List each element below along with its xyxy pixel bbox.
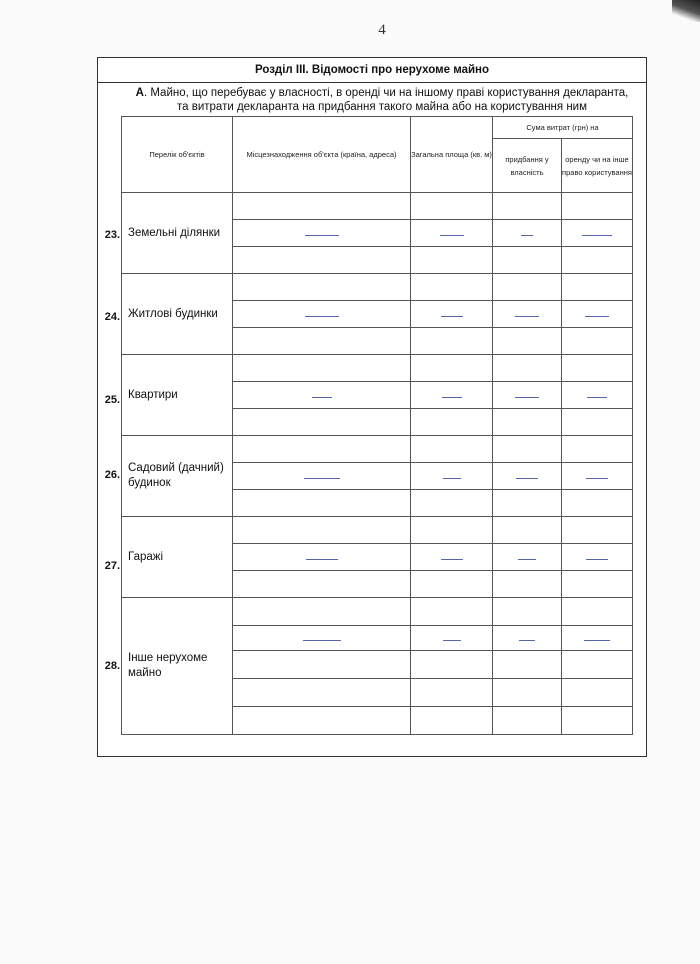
- cell-purchase: [493, 301, 562, 328]
- cell: [233, 571, 411, 598]
- cell-rent: [562, 626, 633, 651]
- cell: [493, 598, 562, 626]
- cell: [493, 571, 562, 598]
- cell: [233, 193, 411, 220]
- cell-purchase: [493, 382, 562, 409]
- cell: [562, 679, 633, 707]
- cell: [562, 247, 633, 274]
- cell: [233, 490, 411, 517]
- cell: [411, 328, 493, 355]
- cell-purchase: [493, 463, 562, 490]
- object-garages: Гаражі: [122, 517, 233, 598]
- row-number-23: 23.: [104, 229, 120, 241]
- header-area: Загальна площа (кв. м): [411, 117, 493, 193]
- cell: [562, 409, 633, 436]
- cell-rent: [562, 220, 633, 247]
- object-land: Земельні ділянки: [122, 193, 233, 274]
- subsection-line-2: та витрати декларанта на придбання такого майна або на користування ним: [177, 101, 587, 113]
- cell: [233, 517, 411, 544]
- cell-rent: [562, 463, 633, 490]
- section-title: Розділ ІІІ. Відомості про нерухоме майно: [98, 58, 646, 83]
- object-other-real-estate: Інше нерухоме майно: [122, 598, 233, 735]
- cell: [411, 571, 493, 598]
- cell: [411, 517, 493, 544]
- cell: [411, 409, 493, 436]
- cell: [233, 247, 411, 274]
- cell: [493, 517, 562, 544]
- row-number-27: 27.: [104, 560, 120, 572]
- real-estate-table: [121, 116, 633, 735]
- header-rent: оренду чи на інше право користування: [562, 139, 633, 193]
- cell: [233, 436, 411, 463]
- cell: [411, 490, 493, 517]
- cell-purchase: [493, 544, 562, 571]
- cell: [493, 707, 562, 735]
- cell-location: [233, 463, 411, 490]
- cell: [233, 679, 411, 707]
- cell: [562, 328, 633, 355]
- cell-area: [411, 382, 493, 409]
- cell: [493, 490, 562, 517]
- cell: [493, 274, 562, 301]
- subsection-letter: А: [135, 87, 144, 99]
- cell: [562, 598, 633, 626]
- cell: [493, 328, 562, 355]
- cell: [233, 651, 411, 679]
- cell: [233, 707, 411, 735]
- row-number-24: 24.: [104, 311, 120, 323]
- cell-location: [233, 544, 411, 571]
- header-objects: Перелік об'єктів: [122, 117, 233, 193]
- row-number-26: 26.: [104, 469, 120, 481]
- cell-area: [411, 544, 493, 571]
- scan-edge-shadow: [672, 0, 700, 22]
- header-location: Місцезнаходження об'єкта (країна, адреса): [233, 117, 411, 193]
- cell: [493, 436, 562, 463]
- object-houses: Житлові будинки: [122, 274, 233, 355]
- cell: [411, 598, 493, 626]
- cell: [411, 436, 493, 463]
- cell: [411, 247, 493, 274]
- cell: [411, 274, 493, 301]
- cell-rent: [562, 382, 633, 409]
- cell: [233, 598, 411, 626]
- cell: [493, 651, 562, 679]
- cell-location: [233, 626, 411, 651]
- cell-rent: [562, 301, 633, 328]
- cell: [233, 355, 411, 382]
- page-number: 4: [378, 22, 386, 38]
- declaration-section-frame: [97, 57, 647, 757]
- header-costs: Сума витрат (грн) на: [493, 117, 633, 139]
- cell: [562, 274, 633, 301]
- cell: [411, 193, 493, 220]
- cell-purchase: [493, 626, 562, 651]
- cell: [562, 193, 633, 220]
- cell: [493, 679, 562, 707]
- object-country-house: Садовий (дачний) будинок: [122, 436, 233, 517]
- cell: [411, 679, 493, 707]
- cell: [411, 651, 493, 679]
- cell: [233, 274, 411, 301]
- cell-location: [233, 220, 411, 247]
- cell-area: [411, 626, 493, 651]
- cell: [493, 409, 562, 436]
- cell-purchase: [493, 220, 562, 247]
- cell: [562, 517, 633, 544]
- cell: [562, 436, 633, 463]
- object-apartments: Квартири: [122, 355, 233, 436]
- cell-rent: [562, 544, 633, 571]
- row-number-28: 28.: [104, 660, 120, 672]
- cell: [493, 193, 562, 220]
- cell: [562, 707, 633, 735]
- cell: [493, 355, 562, 382]
- cell: [233, 328, 411, 355]
- cell: [562, 355, 633, 382]
- cell: [493, 247, 562, 274]
- cell-area: [411, 301, 493, 328]
- cell-location: [233, 382, 411, 409]
- cell-location: [233, 301, 411, 328]
- cell: [562, 490, 633, 517]
- header-purchase: придбання у власність: [493, 139, 562, 193]
- cell-area: [411, 463, 493, 490]
- cell: [562, 571, 633, 598]
- subsection-title: [122, 86, 642, 114]
- cell-area: [411, 220, 493, 247]
- cell: [562, 651, 633, 679]
- cell: [233, 409, 411, 436]
- row-number-25: 25.: [104, 394, 120, 406]
- cell: [411, 355, 493, 382]
- subsection-line-1: . Майно, що перебуває у власності, в оренді чи на іншому праві користування декларанта,: [143, 87, 629, 99]
- cell: [411, 707, 493, 735]
